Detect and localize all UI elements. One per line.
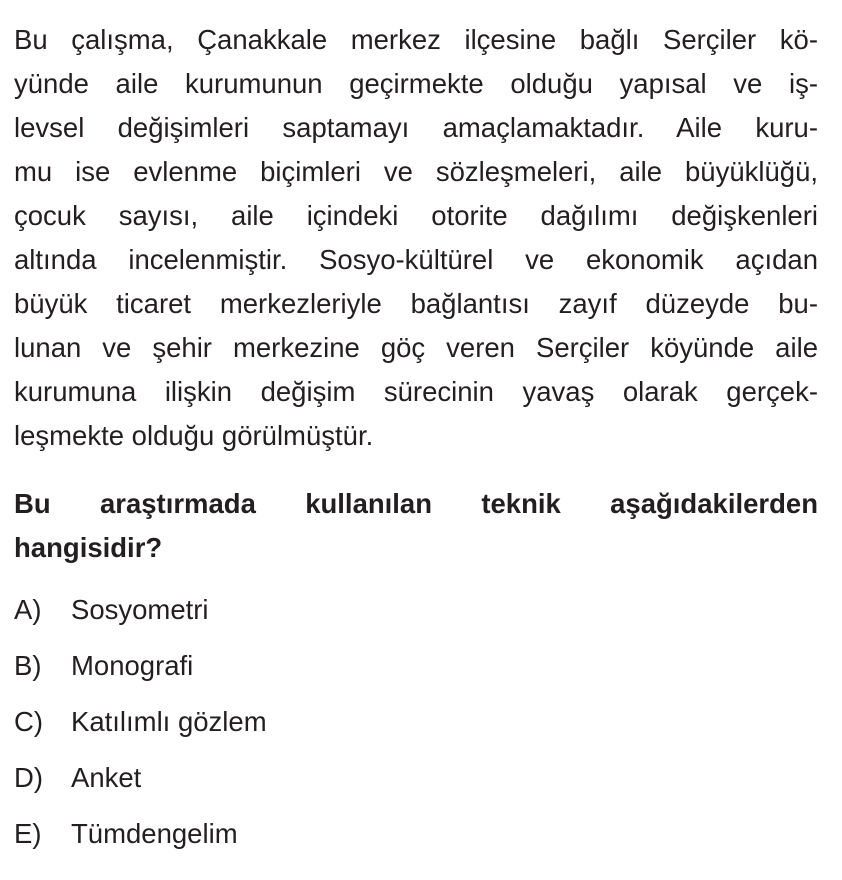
option-letter: C) — [14, 706, 44, 737]
option-e[interactable] — [14, 806, 818, 862]
answer-options — [14, 582, 818, 862]
option-letter: D) — [14, 762, 44, 793]
question-line: Bu araştırmada kullanılan teknik aşağıdakilerden — [14, 488, 818, 519]
option-d[interactable] — [14, 750, 818, 806]
question-line: hangisidir? — [14, 532, 163, 563]
passage-line: levsel değişimleri saptamayı amaçlamaktadır. Aile kuru- — [14, 112, 818, 143]
passage-line: lunan ve şehir merkezine göç veren Serçiler köyünde aile — [14, 332, 818, 363]
option-text: Monografi — [71, 650, 194, 681]
passage-text — [14, 18, 818, 458]
option-a[interactable] — [14, 582, 818, 638]
option-letter: A) — [14, 594, 42, 625]
option-text: Anket — [71, 762, 142, 793]
passage-line: çocuk sayısı, aile içindeki otorite dağılımı değişkenleri — [14, 200, 818, 231]
passage-line: kurumuna ilişkin değişim sürecinin yavaş olarak gerçek- — [14, 376, 818, 407]
passage-line: altında incelenmiştir. Sosyo-kültürel ve ekonomik açıdan — [14, 244, 818, 275]
passage-line: Bu çalışma, Çanakkale merkez ilçesine bağlı Serçiler kö- — [14, 24, 818, 55]
option-text: Sosyometri — [71, 594, 209, 625]
passage-line: yünde aile kurumunun geçirmekte olduğu yapısal ve iş- — [14, 68, 818, 99]
option-letter: E) — [14, 818, 42, 849]
passage-line: leşmekte olduğu görülmüştür. — [14, 420, 374, 451]
option-text: Katılımlı gözlem — [71, 706, 267, 737]
option-letter: B) — [14, 650, 42, 681]
passage-line: mu ise evlenme biçimleri ve sözleşmeleri, aile büyüklüğü, — [14, 156, 818, 187]
option-b[interactable] — [14, 638, 818, 694]
option-c[interactable] — [14, 694, 818, 750]
option-text: Tümdengelim — [71, 818, 238, 849]
question-stem — [14, 482, 818, 570]
passage-line: büyük ticaret merkezleriyle bağlantısı zayıf düzeyde bu- — [14, 288, 818, 319]
